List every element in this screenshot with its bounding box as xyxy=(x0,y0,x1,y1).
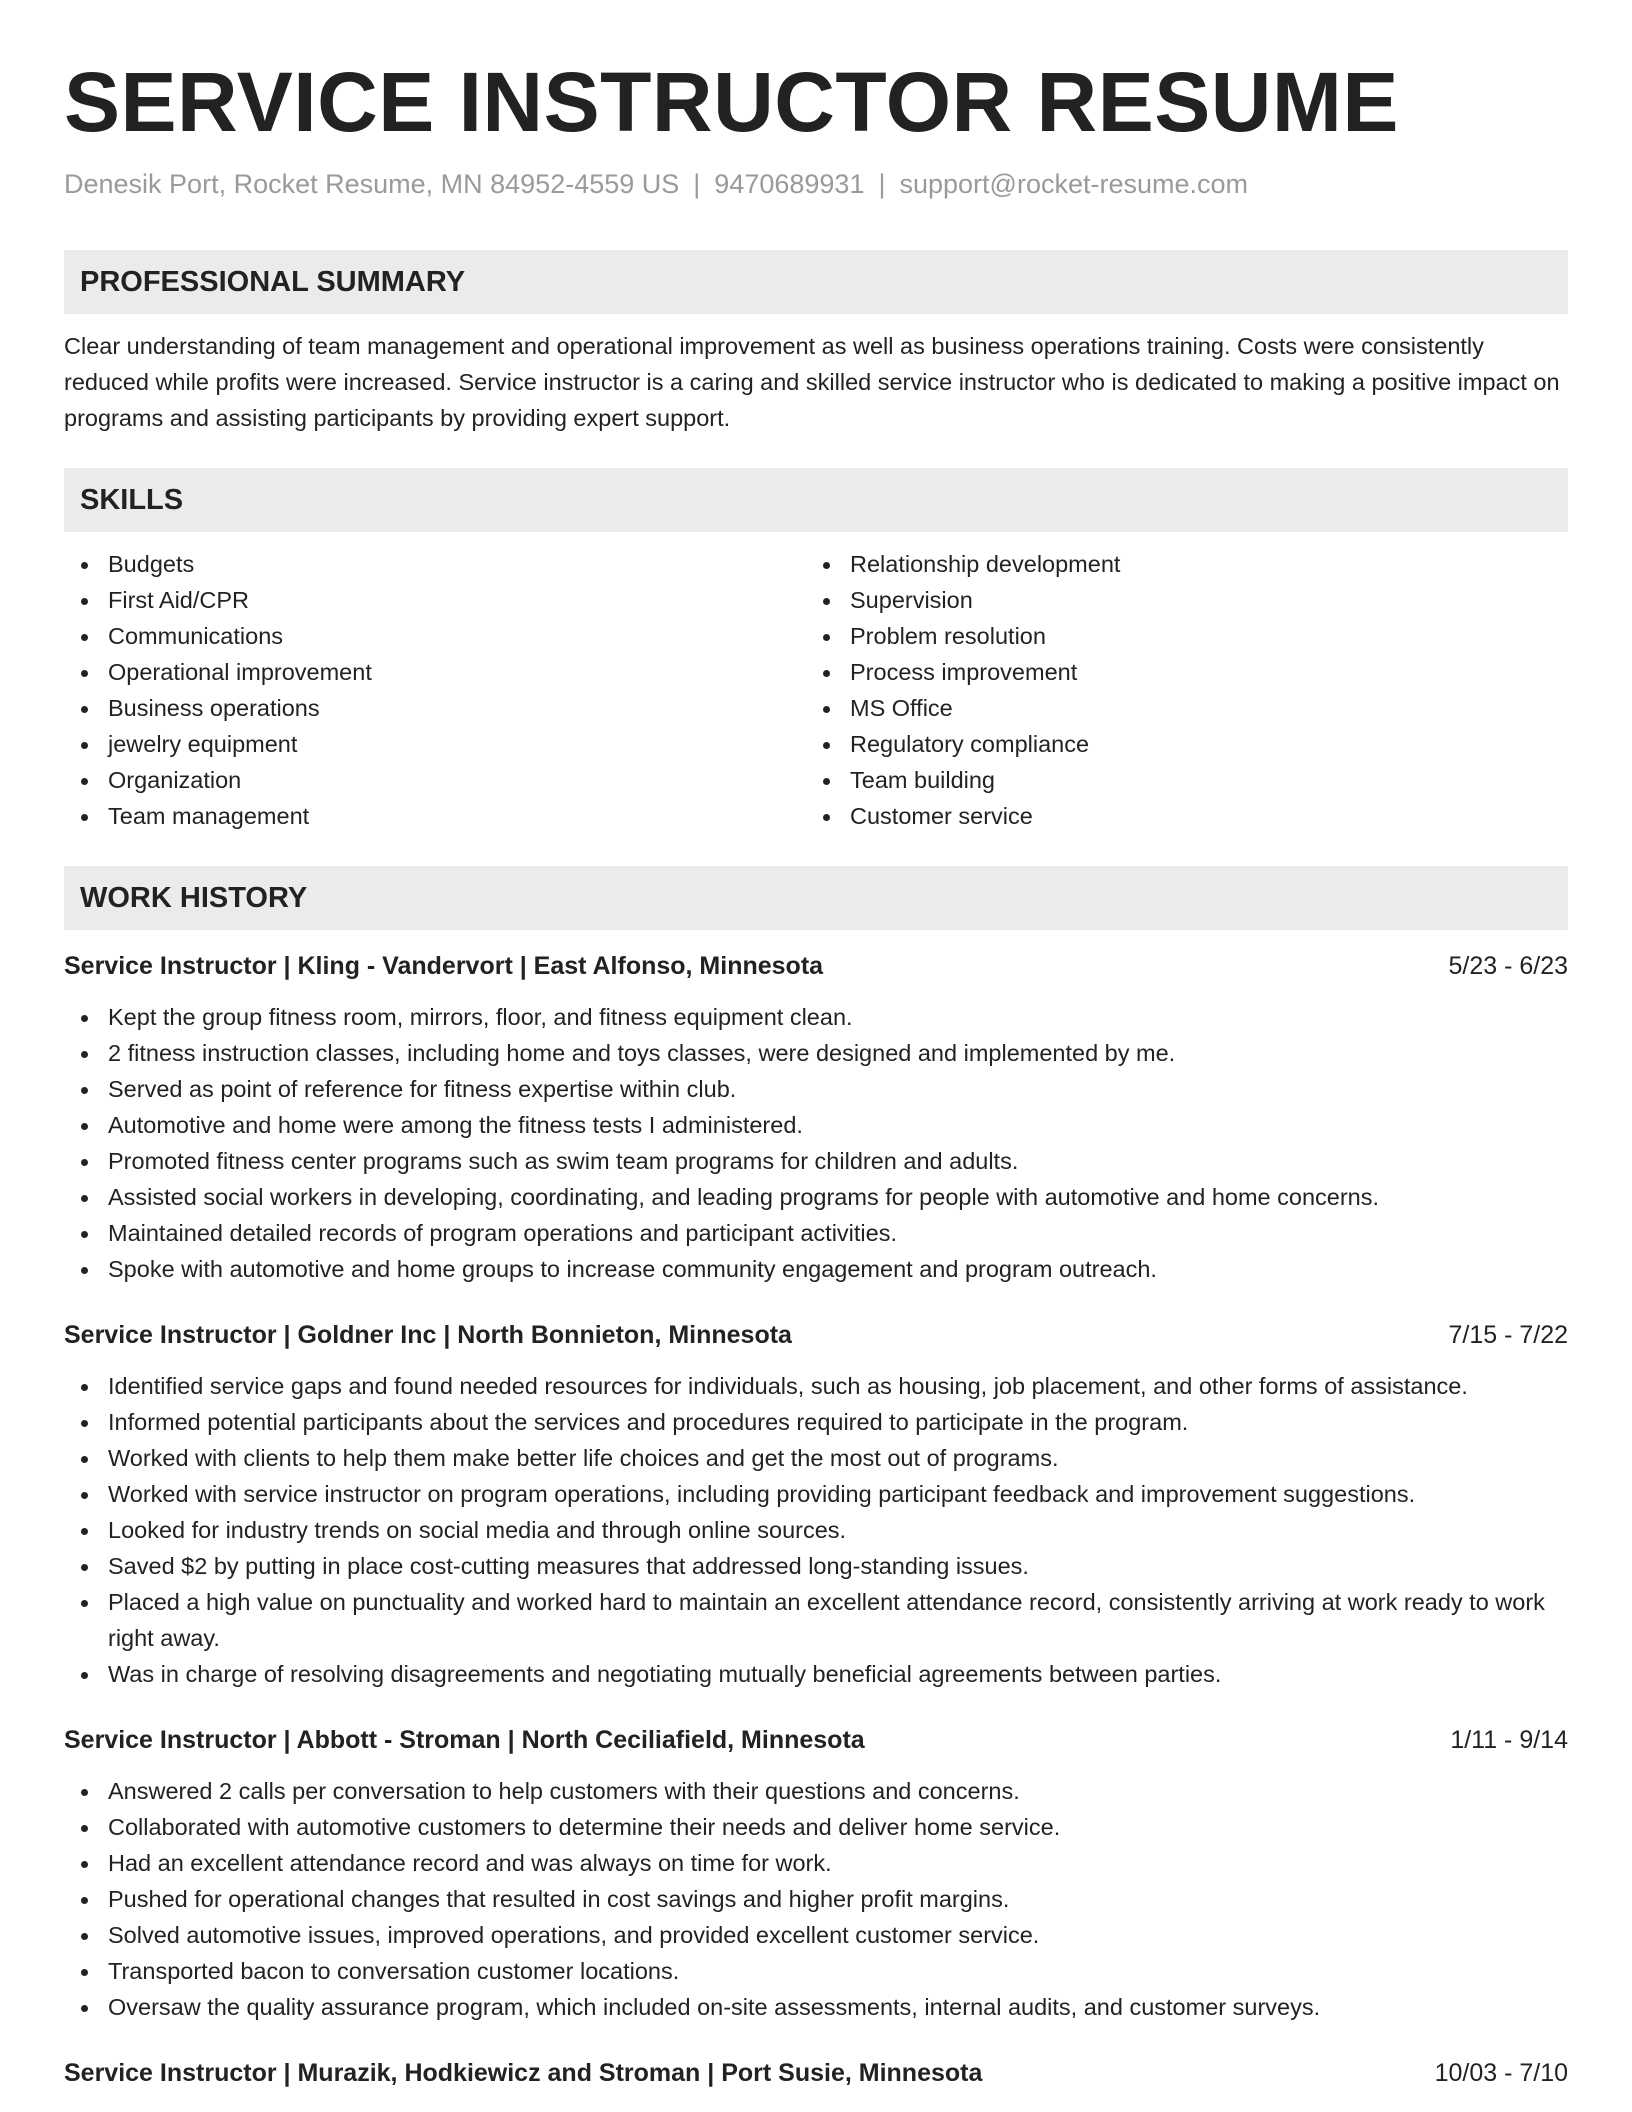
skill-item: Regulatory compliance xyxy=(806,726,1548,762)
job-bullet: Answered 2 calls per conversation to help customers with their questions and concerns. xyxy=(64,1773,1568,1809)
job-entry xyxy=(64,1722,1568,2025)
job-dates: 7/15 - 7/22 xyxy=(1448,1321,1568,1349)
job-bullet: Informed potential participants about the services and procedures required to participate in the program. xyxy=(64,1404,1568,1440)
contact-phone: 9470689931 xyxy=(714,169,865,199)
skill-item: Team building xyxy=(806,762,1548,798)
contact-line xyxy=(64,166,1568,202)
job-bullet: Collaborated with automotive customers to determine their needs and deliver home service. xyxy=(64,1809,1568,1845)
job-header xyxy=(64,948,1568,984)
job-bullet: Pushed for operational changes that resulted in cost savings and higher profit margins. xyxy=(64,1881,1568,1917)
job-bullet: Assisted social workers in developing, coordinating, and leading programs for people with automotive and home concerns. xyxy=(64,1179,1568,1215)
resume-page xyxy=(64,52,1568,2106)
job-bullet: Worked with service instructor on program operations, including providing participant feedback and improvement suggestions. xyxy=(64,1476,1568,1512)
job-header xyxy=(64,2055,1568,2091)
contact-email: support@rocket-resume.com xyxy=(899,169,1249,199)
job-dates: 10/03 - 7/10 xyxy=(1434,2059,1568,2087)
job-bullet: Maintained detailed records of program operations and participant activities. xyxy=(64,1215,1568,1251)
section-heading-skills: SKILLS xyxy=(64,468,1568,532)
skill-item: Communications xyxy=(64,618,806,654)
skill-item: Process improvement xyxy=(806,654,1548,690)
job-bullet: Worked with clients to help them make better life choices and get the most out of programs. xyxy=(64,1440,1568,1476)
job-title: Service Instructor | Kling - Vandervort | East Alfonso, Minnesota xyxy=(64,952,824,980)
skill-item: Business operations xyxy=(64,690,806,726)
skill-item: jewelry equipment xyxy=(64,726,806,762)
job-bullet: Oversaw the quality assurance program, which included on-site assessments, internal audits, and customer surveys. xyxy=(64,1989,1568,2025)
skill-item: Problem resolution xyxy=(806,618,1548,654)
skills-list xyxy=(64,546,1568,834)
job-bullet: Solved automotive issues, improved operations, and provided excellent customer service. xyxy=(64,1917,1568,1953)
skill-item: Relationship development xyxy=(806,546,1548,582)
section-heading-summary: PROFESSIONAL SUMMARY xyxy=(64,250,1568,314)
job-bullet: Promoted fitness center programs such as swim team programs for children and adults. xyxy=(64,1143,1568,1179)
job-header xyxy=(64,1317,1568,1353)
job-bullet: Placed a high value on punctuality and worked hard to maintain an excellent attendance record, consistently arriving at work ready to work right away. xyxy=(64,1584,1568,1656)
job-bullet: Was in charge of resolving disagreements and negotiating mutually beneficial agreements between parties. xyxy=(64,1656,1568,1692)
job-header xyxy=(64,1722,1568,1758)
job-bullet: Had an excellent attendance record and was always on time for work. xyxy=(64,1845,1568,1881)
contact-address: Denesik Port, Rocket Resume, MN 84952-4559 US xyxy=(64,169,680,199)
skill-item: Team management xyxy=(64,798,806,834)
job-bullet: Transported bacon to conversation customer locations. xyxy=(64,1953,1568,1989)
skill-item: Budgets xyxy=(64,546,806,582)
job-bullets xyxy=(64,999,1568,1287)
job-entry xyxy=(64,1317,1568,1692)
job-title: Service Instructor | Murazik, Hodkiewicz and Stroman | Port Susie, Minnesota xyxy=(64,2059,983,2087)
job-bullet: Automotive and home were among the fitness tests I administered. xyxy=(64,1107,1568,1143)
section-heading-work-history: WORK HISTORY xyxy=(64,866,1568,930)
skills-column-left xyxy=(64,546,806,834)
skill-item: Supervision xyxy=(806,582,1548,618)
job-bullets xyxy=(64,1773,1568,2025)
job-dates: 5/23 - 6/23 xyxy=(1448,952,1568,980)
skill-item: Organization xyxy=(64,762,806,798)
contact-separator: | xyxy=(693,169,701,199)
job-bullet: 2 fitness instruction classes, including home and toys classes, were designed and implemented by me. xyxy=(64,1035,1568,1071)
skills-column-right xyxy=(806,546,1548,834)
job-bullets xyxy=(64,1368,1568,1692)
job-entry xyxy=(64,948,1568,1287)
job-bullet: Kept the group fitness room, mirrors, floor, and fitness equipment clean. xyxy=(64,999,1568,1035)
resume-title: SERVICE INSTRUCTOR RESUME xyxy=(64,55,1399,149)
skill-item: Operational improvement xyxy=(64,654,806,690)
summary-text: Clear understanding of team management and operational improvement as well as business operations training. Costs were consistently reduced while profits were increased. Service instructor is a caring and skilled service instructor who is dedicated to making a positive impact on programs and assisting participants by providing expert support. xyxy=(64,333,1560,431)
skill-item: MS Office xyxy=(806,690,1548,726)
job-bullet: Looked for industry trends on social media and through online sources. xyxy=(64,1512,1568,1548)
skill-item: First Aid/CPR xyxy=(64,582,806,618)
job-bullet: Spoke with automotive and home groups to increase community engagement and program outreach. xyxy=(64,1251,1568,1287)
job-title: Service Instructor | Abbott - Stroman | North Ceciliafield, Minnesota xyxy=(64,1726,865,1754)
job-bullet: Served as point of reference for fitness expertise within club. xyxy=(64,1071,1568,1107)
contact-separator: | xyxy=(878,169,886,199)
job-bullet: Saved $2 by putting in place cost-cutting measures that addressed long-standing issues. xyxy=(64,1548,1568,1584)
skill-item: Customer service xyxy=(806,798,1548,834)
job-bullet: Identified service gaps and found needed resources for individuals, such as housing, job placement, and other forms of assistance. xyxy=(64,1368,1568,1404)
job-entry xyxy=(64,2055,1568,2091)
job-title: Service Instructor | Goldner Inc | North Bonnieton, Minnesota xyxy=(64,1321,792,1349)
job-dates: 1/11 - 9/14 xyxy=(1450,1726,1568,1754)
